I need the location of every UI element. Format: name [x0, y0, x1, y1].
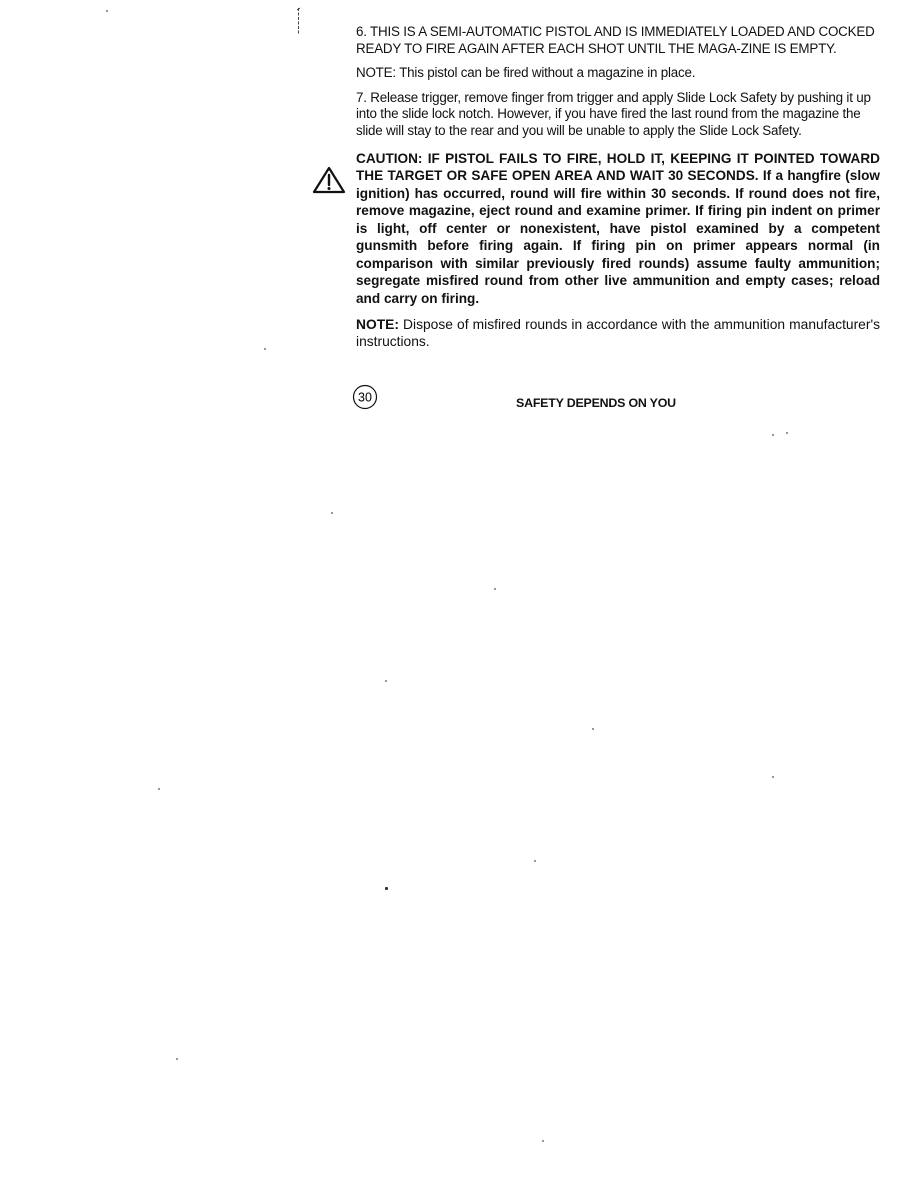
- scan-speck: [158, 788, 160, 790]
- scan-speck: [385, 680, 387, 682]
- scan-speck: [542, 1140, 544, 1142]
- scan-speck: [494, 588, 496, 590]
- instruction-item-6: 6. THIS IS A SEMI-AUTOMATIC PISTOL AND IS IMMEDIATELY LOADED AND COCKED READY TO FIRE AGAIN AFTER EACH SHOT UNTIL THE MAGA-ZINE IS EMPTY.: [356, 24, 875, 56]
- scan-speck: [772, 776, 774, 778]
- scan-speck: [176, 1058, 178, 1060]
- scan-speck: [385, 887, 388, 890]
- note-label: NOTE:: [356, 317, 399, 333]
- content-column: [356, 24, 880, 351]
- footer-slogan: SAFETY DEPENDS ON YOU: [516, 396, 676, 410]
- scan-speck: [264, 348, 266, 350]
- scan-speck: [592, 728, 594, 730]
- scan-speck: [331, 512, 333, 514]
- warning-triangle-icon: [312, 166, 346, 194]
- scan-speck: [106, 10, 108, 12]
- scan-mark: [297, 6, 300, 36]
- note-text: Dispose of misfired rounds in accordance with the ammunition manufacturer's instructions.: [356, 317, 880, 350]
- scan-speck: [534, 860, 536, 862]
- note-magazine: [356, 65, 880, 82]
- caution-block: CAUTION: IF PISTOL FAILS TO FIRE, HOLD IT, KEEPING IT POINTED TOWARD THE TARGET OR SAFE OPEN AREA AND WAIT 30 SECONDS. If a hangfire (slow ignition) has occurred, round will fire within 30 seconds. If round does not fire, remove magazine, eject round and examine primer. If firing pin indent on primer is light, off center or nonexistent, have pistol examined by a competent gunsmith before firing again. If firing pin on primer appears normal (in comparison with similar previously fired rounds) assume faulty ammunition; segregate misfired round from other live ammunition and empty cases; reload and carry on firing.: [356, 150, 880, 306]
- scan-speck: [772, 434, 774, 436]
- instruction-item-7: 7. Release trigger, remove finger from trigger and apply Slide Lock Safety by pushing it up into the slide lock notch. However, if you have fired the last round from the magazine the slide will stay to the rear and you will be unable to apply the Slide Lock Safety.: [356, 89, 871, 138]
- note-misfire: [356, 316, 880, 351]
- note-text: This pistol can be fired without a magazine in place.: [395, 65, 696, 81]
- page-number: 30: [358, 390, 372, 405]
- note-label: NOTE:: [356, 65, 396, 81]
- scan-speck: [786, 432, 788, 434]
- page-number-badge: [352, 384, 378, 410]
